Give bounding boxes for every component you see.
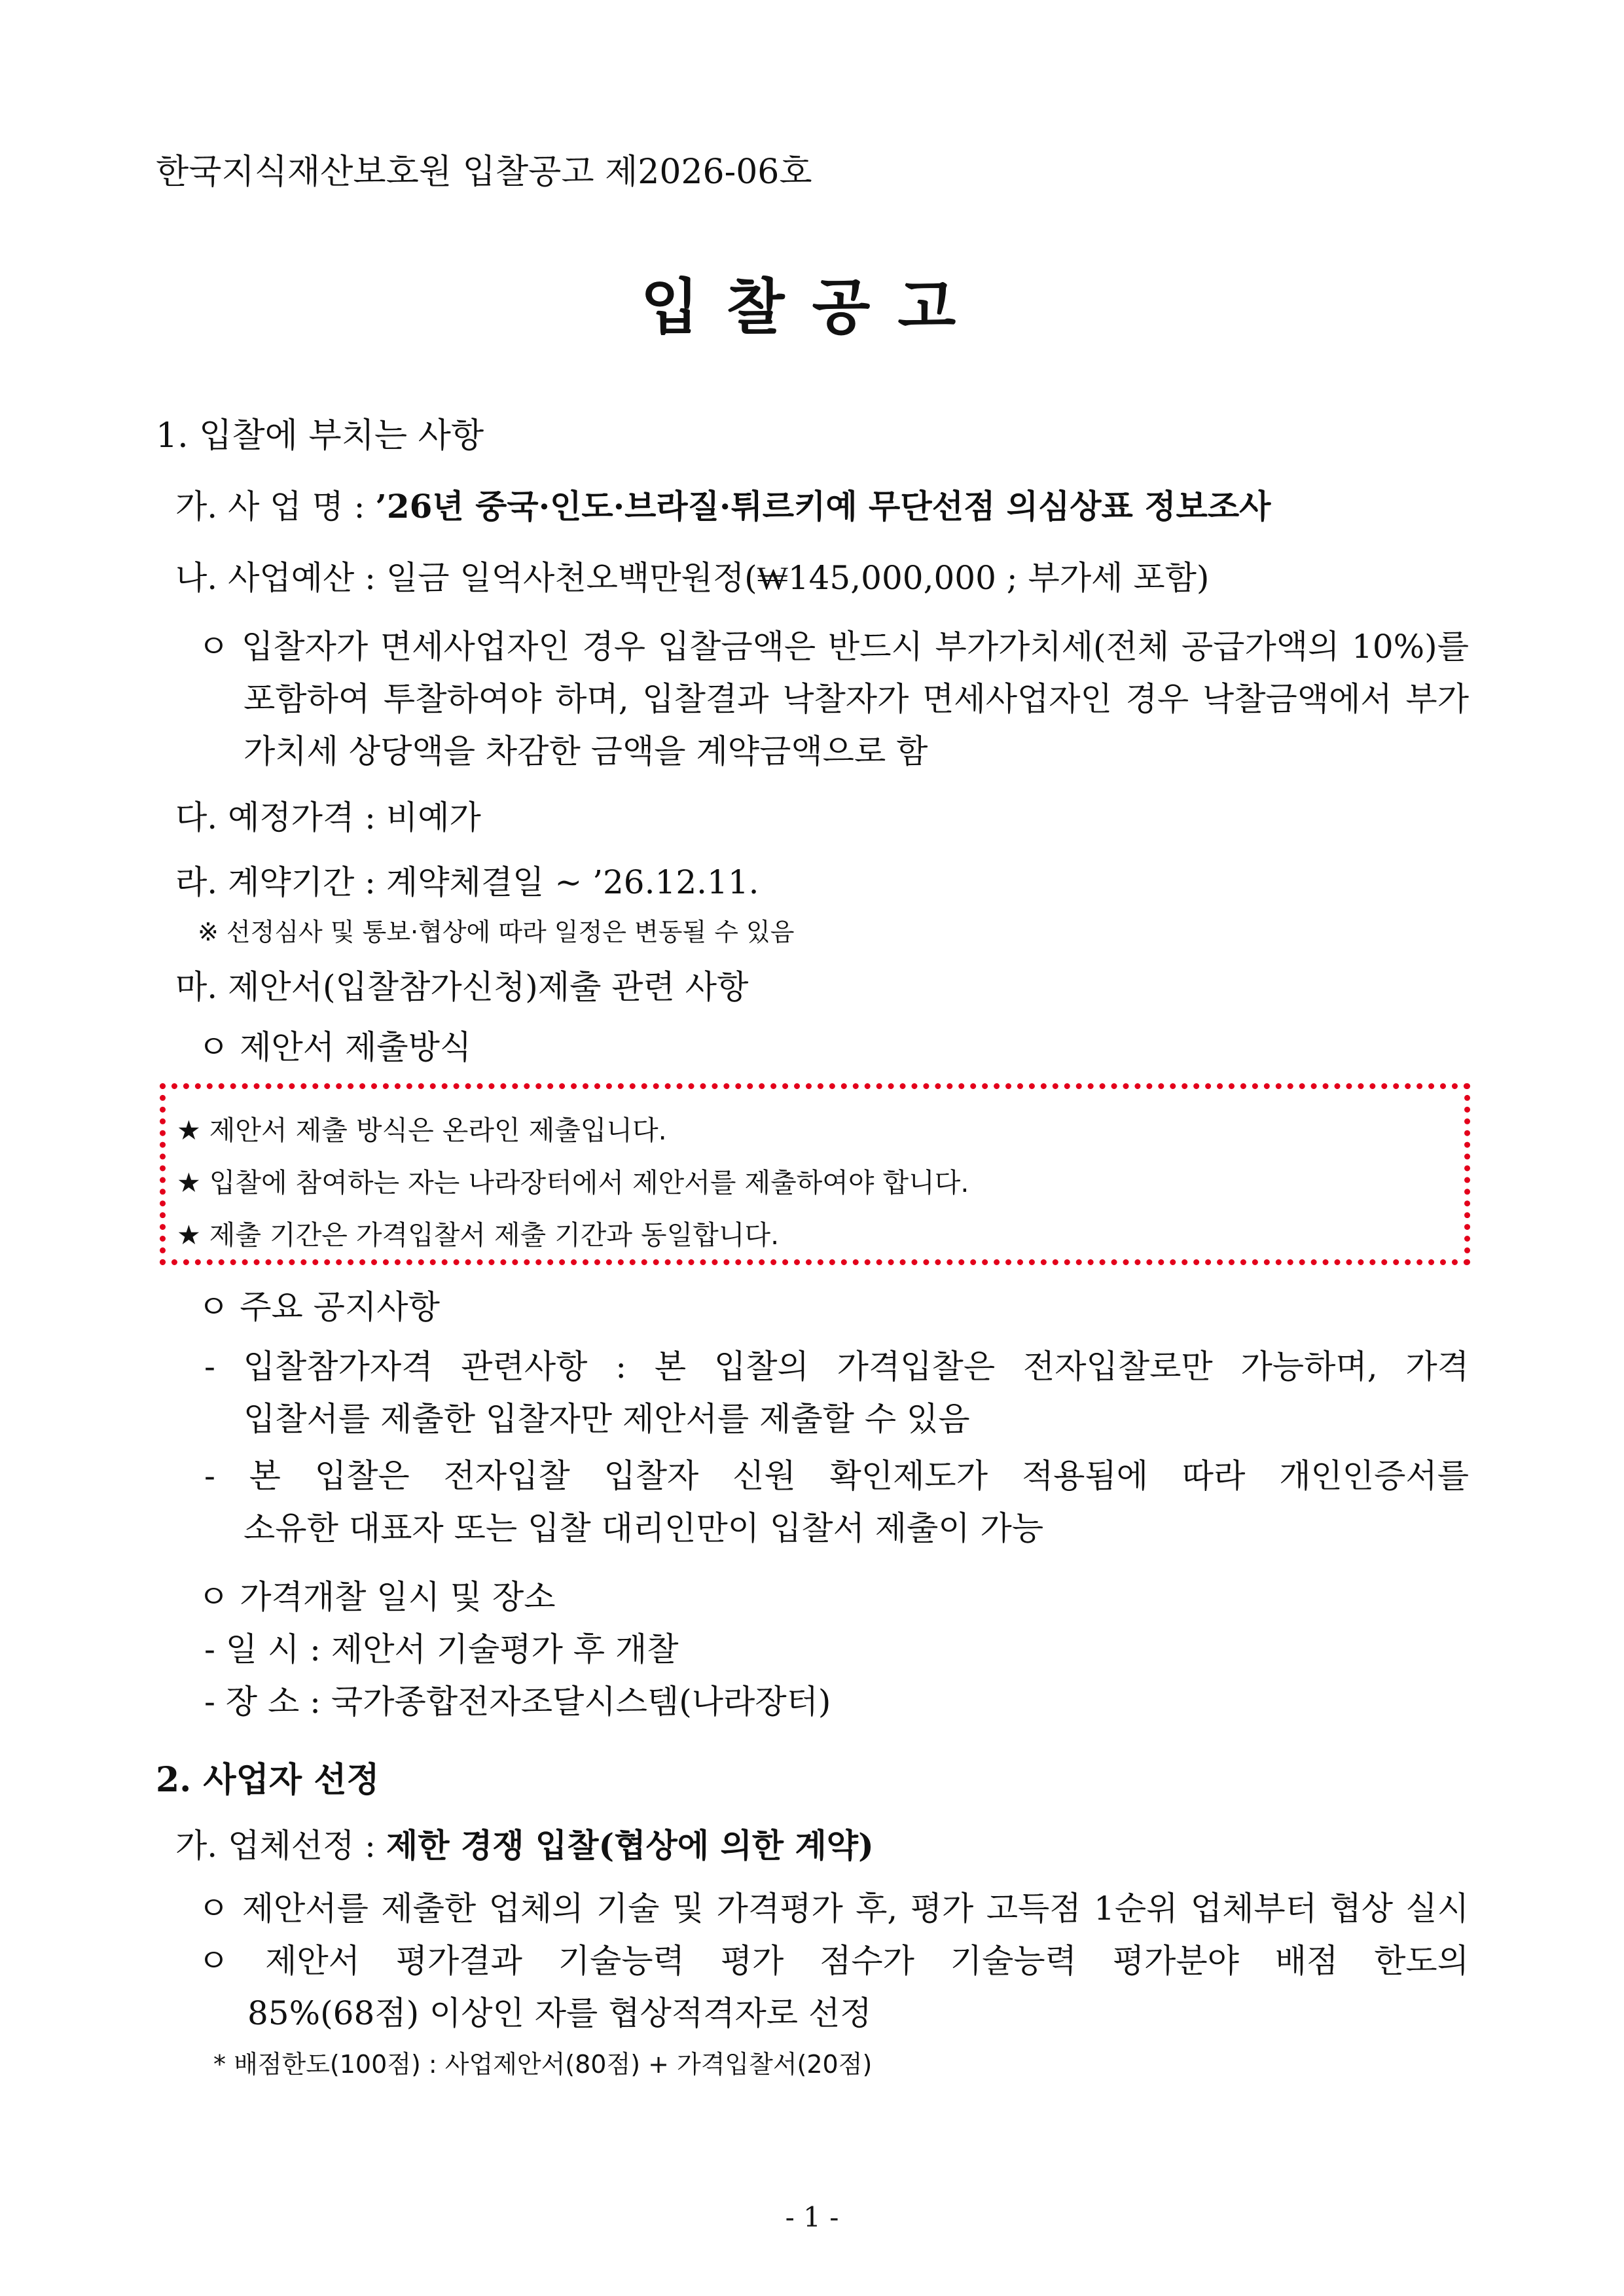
page-number: - 1 - <box>785 2201 839 2233</box>
qualification-line-1: ㅇ 제안서 평가결과 기술능력 평가 점수가 기술능력 평가분야 배점 한도의 <box>198 1942 1469 1980</box>
budget-row: 나. 사업예산 : 일금 일억사천오백만원정(₩145,000,000 ; 부가세 포함) <box>175 559 1210 597</box>
schedule-note: ※ 선정심사 및 통보·협상에 따라 일정은 변동될 수 있음 <box>198 918 795 946</box>
notice-item-2-line-2: 소유한 대표자 또는 입찰 대리인만이 입찰서 제출이 가능 <box>244 1509 1044 1547</box>
opening-time: - 일 시 : 제안서 기술평가 후 개찰 <box>204 1630 679 1668</box>
vat-note-line-3: 가치세 상당액을 차감한 금액을 계약금액으로 함 <box>244 732 928 770</box>
qualification-line-2: 85%(68점) 이상인 자를 협상적격자로 선정 <box>247 1994 872 2032</box>
notice-item-1-line-1: - 입찰참가자격 관련사항 : 본 입찰의 가격입찰은 전자입찰로만 가능하며, 가격 <box>204 1348 1469 1386</box>
vendor-selection-label: 가. 업체선정 : <box>175 1827 386 1865</box>
project-name-value: ’26년 중국·인도·브라질·튀르키예 무단선점 의심상표 정보조사 <box>375 487 1271 526</box>
proposal-submission-heading: 마. 제안서(입찰참가신청)제출 관련 사항 <box>175 968 749 1006</box>
vat-note-line-2: 포함하여 투찰하여야 하며, 입찰결과 낙찰자가 면세사업자인 경우 낙찰금액에서 부가 <box>244 680 1469 718</box>
project-name-label: 가. 사 업 명 : <box>175 488 376 526</box>
notice-number: 한국지식재산보호원 입찰공고 제2026-06호 <box>156 152 812 192</box>
vendor-selection-value: 제한 경쟁 입찰(협상에 의한 계약) <box>386 1826 874 1865</box>
vat-note-line-1: ㅇ 입찰자가 면세사업자인 경우 입찰금액은 반드시 부가가치세(전체 공급가액의 10%)를 <box>198 628 1469 666</box>
notice-item-2-line-1: - 본 입찰은 전자입찰 입찰자 신원 확인제도가 적용됨에 따라 개인인증서를 <box>204 1457 1469 1495</box>
vendor-selection-row <box>175 1826 874 1865</box>
estimated-price-row: 다. 예정가격 : 비예가 <box>175 798 481 836</box>
notice-item-1-line-2: 입찰서를 제출한 입찰자만 제안서를 제출할 수 있음 <box>244 1400 970 1438</box>
box-line-2: ★ 입찰에 참여하는 자는 나라장터에서 제안서를 제출하여야 합니다. <box>177 1167 969 1198</box>
score-limit-note: * 배점한도(100점) : 사업제안서(80점) + 가격입찰서(20점) <box>213 2050 873 2079</box>
project-name-row <box>175 487 1271 526</box>
contract-period-row: 라. 계약기간 : 계약체결일 ~ ’26.12.11. <box>175 863 759 901</box>
page-title: 입찰공고 <box>640 272 984 342</box>
opening-place: - 장 소 : 국가종합전자조달시스템(나라장터) <box>204 1683 831 1721</box>
submission-method-heading: ㅇ 제안서 제출방식 <box>198 1028 472 1066</box>
key-notices-heading: ㅇ 주요 공지사항 <box>198 1288 440 1326</box>
section2-heading: 2. 사업자 선정 <box>156 1760 380 1800</box>
box-line-3: ★ 제출 기간은 가격입찰서 제출 기간과 동일합니다. <box>177 1219 780 1251</box>
section1-heading: 1. 입찰에 부치는 사항 <box>156 416 484 456</box>
negotiation-bullet: ㅇ 제안서를 제출한 업체의 기술 및 가격평가 후, 평가 고득점 1순위 업체부터 협상 실시 <box>198 1890 1469 1928</box>
opening-heading: ㅇ 가격개찰 일시 및 장소 <box>198 1578 556 1616</box>
box-line-1: ★ 제안서 제출 방식은 온라인 제출입니다. <box>177 1115 667 1146</box>
